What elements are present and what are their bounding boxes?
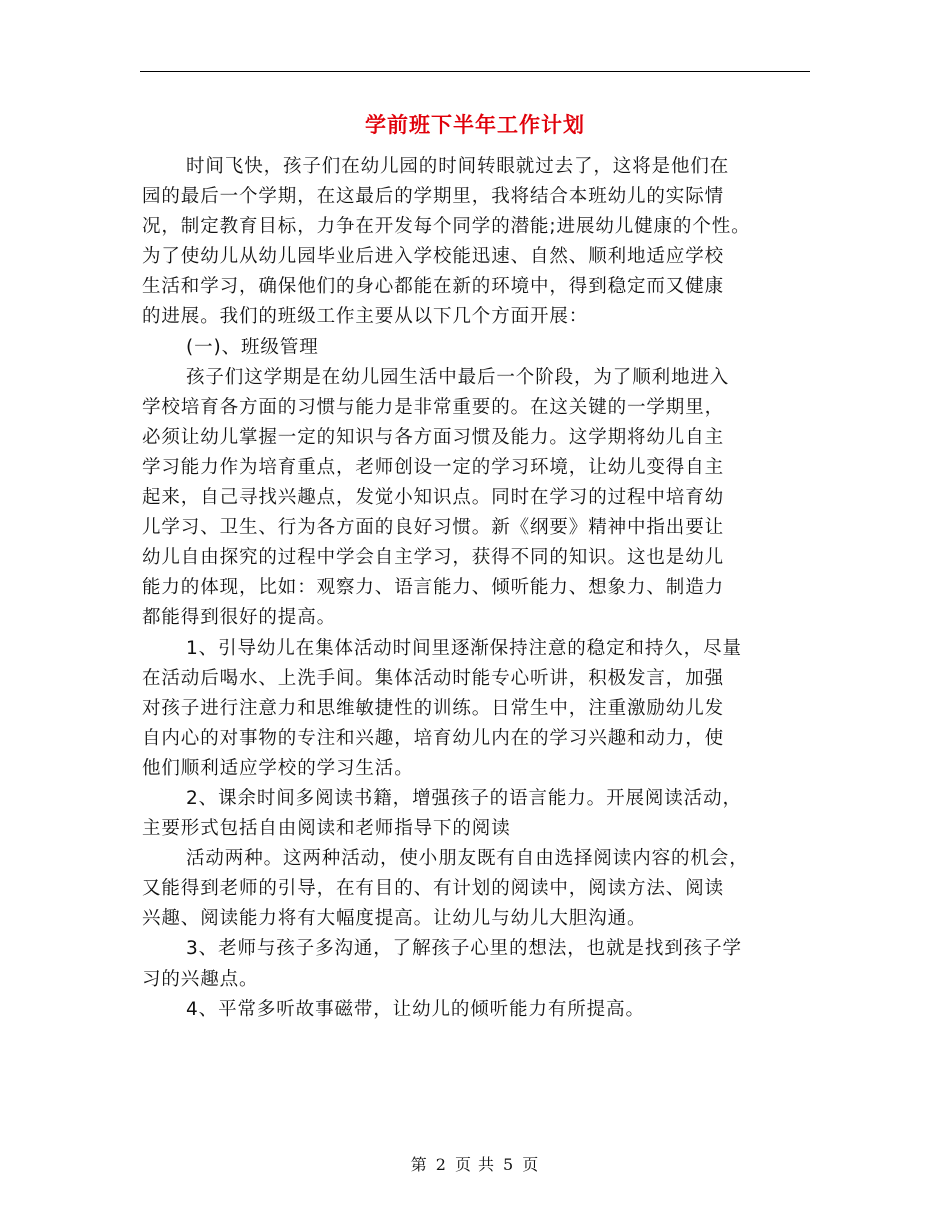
text-line: 况，制定教育目标，力争在开发每个同学的潜能;进展幼儿健康的个性。 (142, 216, 751, 238)
footer-mid: 页 共 (454, 1155, 496, 1174)
text-line: 自内心的对事物的专注和兴趣，培育幼儿内在的学习兴趣和动力，使 (142, 727, 725, 749)
text-line: 对孩子进行注意力和思维敏捷性的训练。日常生中，注重激励幼儿发 (142, 697, 725, 719)
text-line: 都能得到很好的提高。 (142, 607, 337, 629)
text-line: 起来，自己寻找兴趣点，发觉小知识点。同时在学习的过程中培育幼 (142, 487, 725, 509)
footer-suffix: 页 (522, 1155, 540, 1174)
text-line: 幼儿自由探究的过程中学会自主学习，获得不同的知识。这也是幼儿 (142, 547, 725, 569)
text-line: 为了使幼儿从幼儿园毕业后进入学校能迅速、自然、顺利地适应学校 (142, 246, 725, 268)
text-line: 活动两种。这两种活动，使小朋友既有自由选择阅读内容的机会， (186, 848, 749, 870)
text-line: 能力的体现，比如：观察力、语言能力、倾听能力、想象力、制造力 (142, 577, 725, 599)
current-page-number: 2 (435, 1155, 447, 1174)
document-body (142, 152, 822, 1025)
footer-prefix: 第 (410, 1155, 428, 1174)
text-line: 园的最后一个学期，在这最后的学期里，我将结合本班幼儿的实际情 (142, 186, 725, 208)
page-footer (0, 1154, 950, 1176)
text-line: 2、课余时间多阅读书籍，增强孩子的语言能力。开展阅读活动， (186, 787, 742, 809)
text-line: 生活和学习，确保他们的身心都能在新的环境中，得到稳定而又健康 (142, 276, 725, 298)
text-line: 学习能力作为培育重点，老师创设一定的学习环境，让幼儿变得自主 (142, 456, 725, 478)
text-line: 孩子们这学期是在幼儿园生活中最后一个阶段，为了顺利地进入 (186, 366, 730, 388)
text-line: 学校培育各方面的习惯与能力是非常重要的。在这关键的一学期里， (142, 396, 725, 418)
text-line: 的进展。我们的班级工作主要从以下几个方面开展： (142, 306, 589, 328)
text-line: 习的兴趣点。 (142, 968, 259, 990)
text-line: 主要形式包括自由阅读和老师指导下的阅读 (142, 818, 511, 840)
text-line: 兴趣、阅读能力将有大幅度提高。让幼儿与幼儿大胆沟通。 (142, 908, 647, 930)
text-line: 时间飞快，孩子们在幼儿园的时间转眼就过去了，这将是他们在 (186, 156, 730, 177)
header-rule (140, 71, 810, 72)
text-line: 他们顺利适应学校的学习生活。 (142, 757, 414, 779)
text-line: 1、引导幼儿在集体活动时间里逐渐保持注意的稳定和持久，尽量 (186, 637, 742, 659)
text-line: 4、平常多听故事磁带，让幼儿的倾听能力有所提高。 (186, 998, 645, 1020)
text-line: 在活动后喝水、上洗手间。集体活动时能专心听讲，积极发言，加强 (142, 667, 725, 689)
total-pages-number: 5 (503, 1155, 515, 1174)
text-line: 儿学习、卫生、行为各方面的良好习惯。新《纲要》精神中指出要让 (142, 517, 725, 539)
document-title: 学前班下半年工作计划 (365, 112, 585, 137)
text-line: (一)、班级管理 (186, 336, 319, 358)
text-line: 必须让幼儿掌握一定的知识与各方面习惯及能力。这学期将幼儿自主 (142, 426, 725, 448)
text-line: 又能得到老师的引导，在有目的、有计划的阅读中，阅读方法、阅读 (142, 878, 725, 900)
text-line: 3、老师与孩子多沟通，了解孩子心里的想法，也就是找到孩子学 (186, 938, 742, 960)
